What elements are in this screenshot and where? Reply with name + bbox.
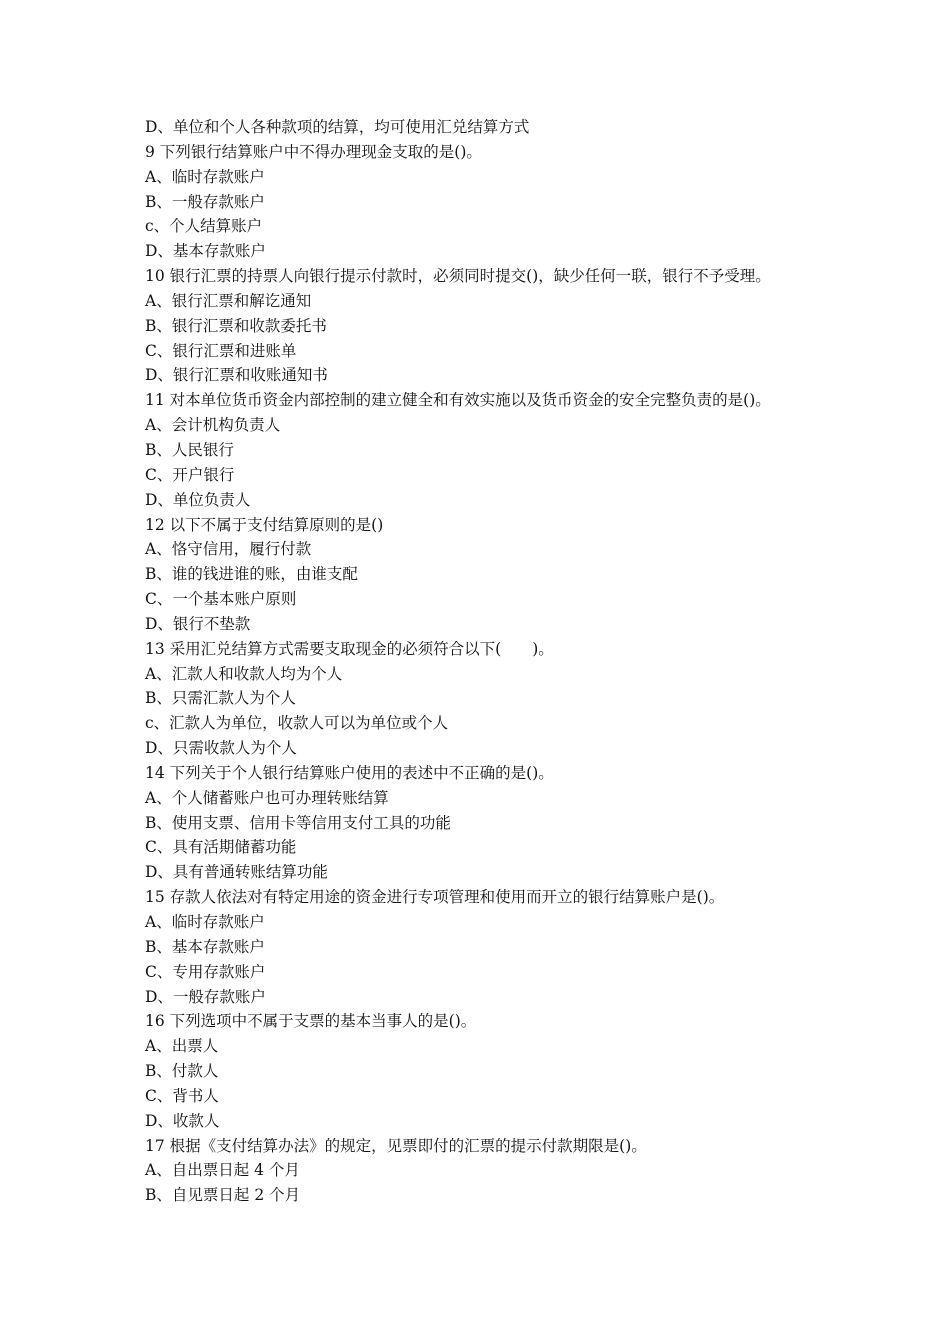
option-line: C、背书人	[145, 1086, 219, 1105]
question-line: 13 采用汇兑结算方式需要支取现金的必须符合以下( )。	[145, 639, 554, 658]
question-line: 11 对本单位货币资金内部控制的建立健全和有效实施以及货币资金的安全完整负责的是()。	[145, 391, 771, 410]
option-line: B、银行汇票和收款委托书	[145, 316, 327, 335]
question-line: 9 下列银行结算账户中不得办理现金支取的是()。	[145, 142, 482, 161]
question-line: 15 存款人依法对有特定用途的资金进行专项管理和使用而开立的银行结算账户是()。	[145, 888, 725, 907]
option-line: D、银行汇票和收账通知书	[145, 366, 328, 385]
option-line: A、临时存款账户	[145, 913, 265, 931]
option-line: D、只需收款人为个人	[145, 739, 297, 758]
question-line: 16 下列选项中不属于支票的基本当事人的是()。	[145, 1012, 477, 1031]
option-line: A、临时存款账户	[145, 167, 265, 186]
question-line: 10 银行汇票的持票人向银行提示付款时，必须同时提交()，缺少任何一联，银行不予受理。	[145, 267, 771, 286]
option-line: A、出票人	[145, 1037, 219, 1056]
option-line: B、谁的钱进谁的账，由谁支配	[145, 565, 358, 584]
option-line: A、汇款人和收款人均为个人	[145, 664, 343, 683]
option-line: D、具有普通转账结算功能	[145, 863, 328, 882]
option-line: D、收款人	[145, 1111, 220, 1130]
option-line: B、人民银行	[145, 440, 234, 459]
option-line: D、基本存款账户	[145, 242, 266, 261]
option-line: B、只需汇款人为个人	[145, 689, 296, 708]
option-line: B、付款人	[145, 1062, 219, 1081]
option-line: B、使用支票、信用卡等信用支付工具的功能	[145, 813, 451, 832]
option-line: D、银行不垫款	[145, 614, 251, 633]
option-line: C、专用存款账户	[145, 962, 266, 981]
option-line: B、一般存款账户	[145, 192, 265, 211]
option-line: A、会计机构负责人	[145, 416, 281, 435]
option-line: C、开户银行	[145, 465, 235, 484]
document-body	[145, 115, 925, 1208]
option-line: C、一个基本账户原则	[145, 590, 297, 609]
question-line: 14 下列关于个人银行结算账户使用的表述中不正确的是()。	[145, 763, 554, 782]
option-line: D、单位和个人各种款项的结算，均可使用汇兑结算方式	[145, 118, 530, 136]
option-line: A、自出票日起 4 个月	[145, 1161, 300, 1180]
option-line: A、恪守信用，履行付款	[145, 540, 312, 559]
option-line: B、自见票日起 2 个月	[145, 1186, 301, 1205]
question-line: 17 根据《支付结算办法》的规定，见票即付的汇票的提示付款期限是()。	[145, 1136, 647, 1155]
option-line: C、具有活期储蓄功能	[145, 838, 297, 857]
question-line: 12 以下不属于支付结算原则的是()	[145, 515, 384, 534]
option-line: D、单位负责人	[145, 490, 251, 509]
option-line: A、银行汇票和解讫通知	[145, 291, 312, 310]
option-line: c、个人结算账户	[145, 217, 263, 236]
option-line: c、汇款人为单位，收款人可以为单位或个人	[145, 714, 449, 733]
option-line: D、一般存款账户	[145, 987, 266, 1006]
option-line: B、基本存款账户	[145, 937, 265, 956]
option-line: C、银行汇票和进账单	[145, 341, 297, 360]
option-line: A、个人储蓄账户也可办理转账结算	[145, 788, 389, 807]
